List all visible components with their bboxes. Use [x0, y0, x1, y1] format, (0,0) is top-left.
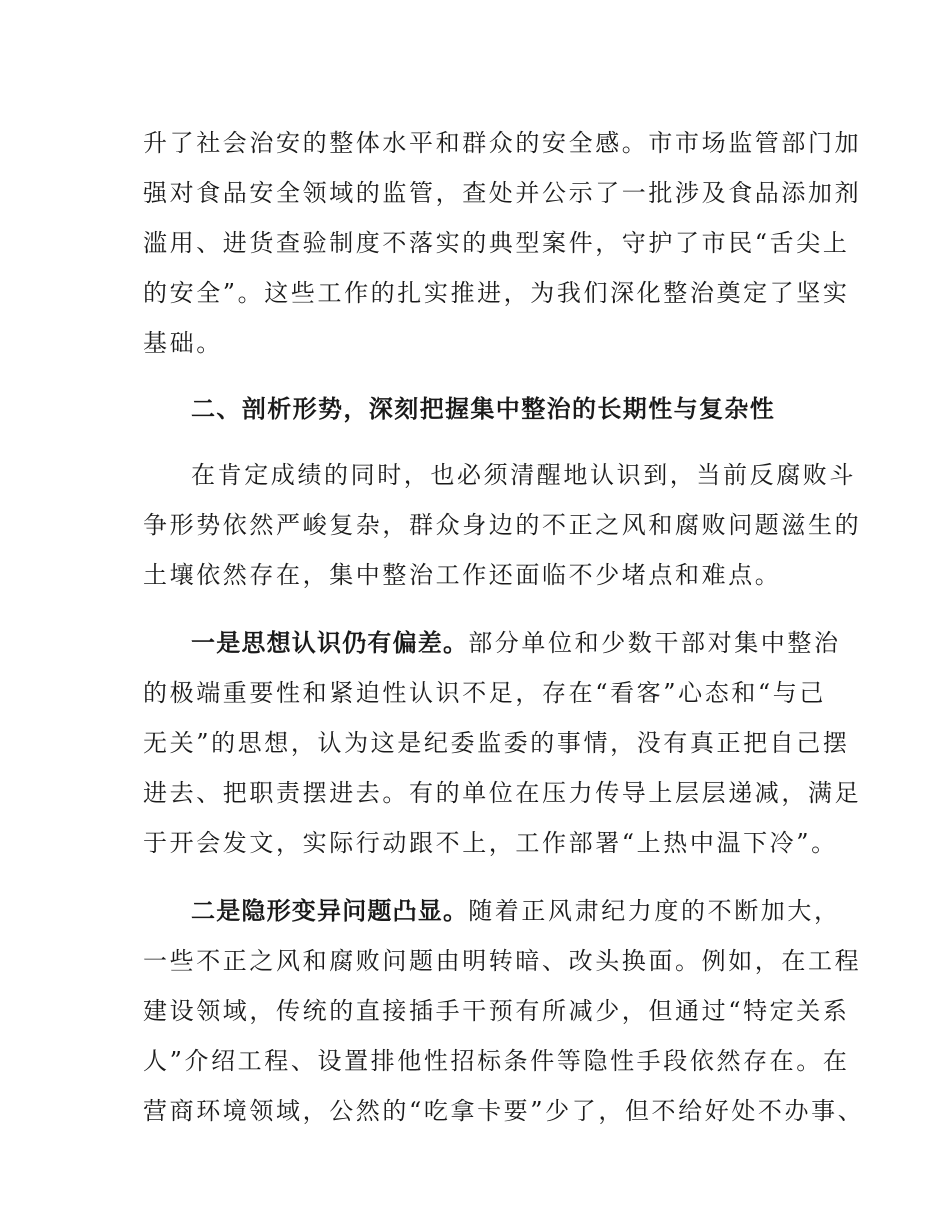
- text-line: 于开会发文，实际行动跟不上，工作部署“上热中温下冷”。: [143, 829, 838, 857]
- text-line: [143, 886, 841, 936]
- text-line: 滥用、进货查验制度不落实的典型案件，守护了市民“舌尖上: [143, 229, 850, 257]
- text-line: 升了社会治安的整体水平和群众的安全感。市市场监管部门加: [143, 129, 862, 157]
- paragraph-situation-analysis: [143, 450, 862, 600]
- text-line: 建设领域，传统的直接插手干预有所减少，但通过“特定关系: [143, 997, 850, 1025]
- text-line: 土壤依然存在，集中整治工作还面临不少堵点和难点。: [143, 561, 782, 589]
- text-line: 一些不正之风和腐败问题由明转暗、改头换面。例如，在工程: [143, 947, 862, 975]
- paragraph-lead-rest: 随着正风肃纪力度的不断加大，: [468, 897, 841, 925]
- text-line: 的极端重要性和紧迫性认识不足，存在“看客”心态和“与己: [143, 679, 827, 707]
- paragraph-lead-bold: 二是隐形变异问题凸显。: [191, 897, 469, 925]
- document-page: [143, 118, 865, 1136]
- text-line: 基础。: [143, 329, 223, 357]
- text-line: 争形势依然严峻复杂，群众身边的不正之风和腐败问题滋生的: [143, 511, 862, 539]
- paragraph-lead-rest: 部分单位和少数干部对集中整治: [468, 629, 841, 657]
- paragraph-ideological-deviation: [143, 618, 862, 868]
- text-line: 的安全”。这些工作的扎实推进，为我们深化整治奠定了坚实: [143, 279, 850, 307]
- text-line: 在肯定成绩的同时，也必须清醒地认识到，当前反腐败斗: [191, 461, 856, 489]
- text-line: 无关”的思想，认为这是纪委监委的事情，没有真正把自己摆: [143, 729, 850, 757]
- text-line: 强对食品安全领域的监管，查处并公示了一批涉及食品添加剂: [143, 179, 862, 207]
- section-heading: 二、剖析形势，深刻把握集中整治的长期性与复杂性: [191, 395, 776, 423]
- text-line: 进去、把职责摆进去。有的单位在压力传导上层层递减，满足: [143, 779, 862, 807]
- paragraph-achievements-continued: [143, 118, 862, 368]
- paragraph-hidden-variant-problems: [143, 886, 865, 1136]
- paragraph-lead-bold: 一是思想认识仍有偏差。: [191, 629, 469, 657]
- text-line: 营商环境领域，公然的“吃拿卡要”少了，但不给好处不办事、: [143, 1097, 865, 1125]
- text-line: [143, 618, 841, 668]
- text-line: 人”介绍工程、设置排他性招标条件等隐性手段依然存在。在: [143, 1047, 850, 1075]
